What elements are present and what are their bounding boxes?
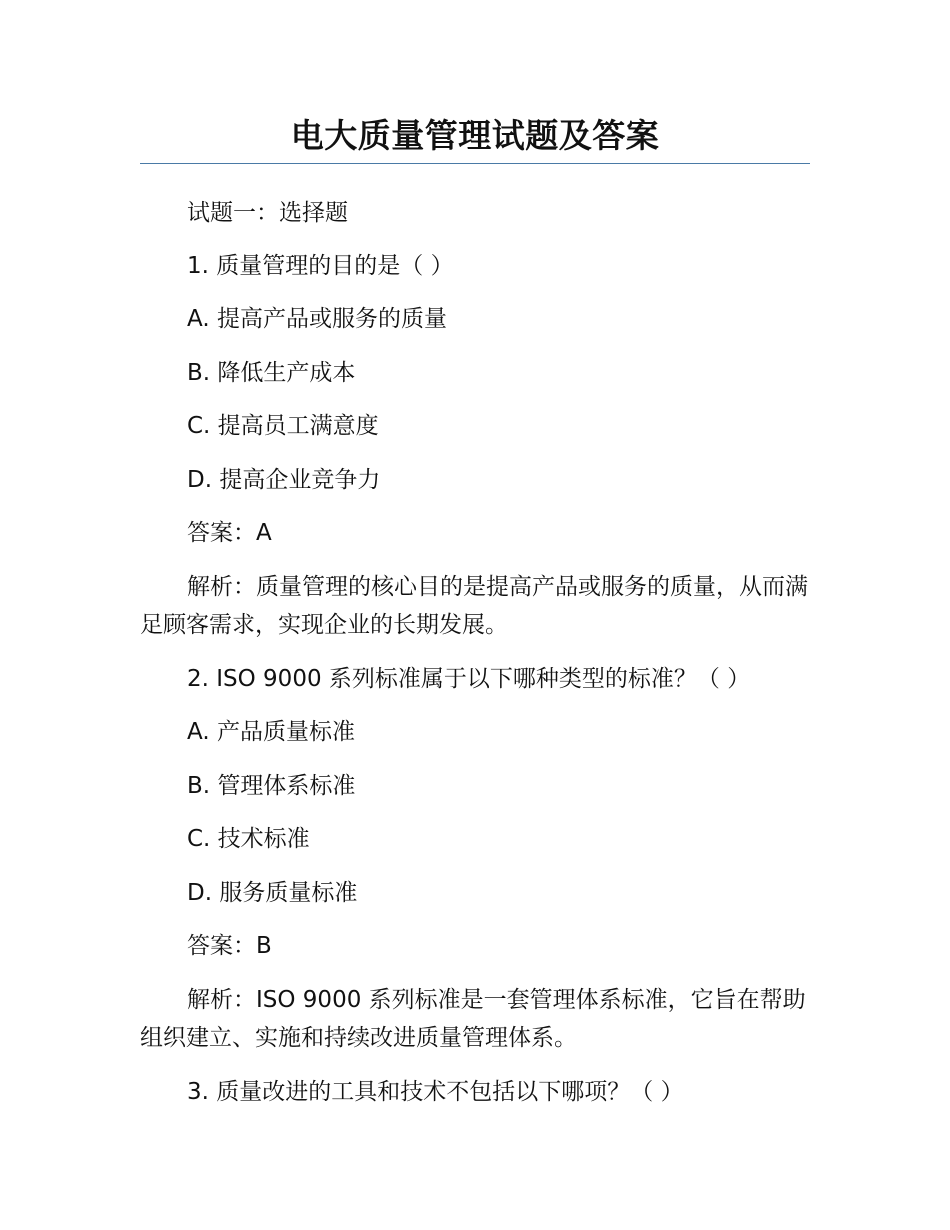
q2-explanation: 解析：ISO 9000 系列标准是一套管理体系标准，它旨在帮助组织建立、实施和持续改进质量管理体系。: [140, 987, 806, 1051]
q2-answer: 答案：B: [187, 933, 272, 959]
title-divider: [140, 163, 810, 164]
q2-option-d: D. 服务质量标准: [187, 880, 358, 906]
q1-option-d: D. 提高企业竞争力: [187, 467, 381, 493]
document-title: 电大质量管理试题及答案: [290, 116, 660, 155]
q1-answer: 答案：A: [187, 520, 272, 546]
q1-option-c: C. 提高员工满意度: [187, 413, 379, 439]
q1-explanation: 解析：质量管理的核心目的是提高产品或服务的质量，从而满足顾客需求，实现企业的长期发展。: [140, 574, 808, 638]
q1-option-a: A. 提高产品或服务的质量: [187, 306, 447, 332]
question-3: 3. 质量改进的工具和技术不包括以下哪项？（ ）: [187, 1079, 684, 1105]
q2-option-a: A. 产品质量标准: [187, 719, 355, 745]
section-heading: 试题一：选择题: [187, 200, 348, 226]
question-1: 1. 质量管理的目的是（ ）: [187, 253, 454, 279]
q2-option-b: B. 管理体系标准: [187, 773, 356, 799]
q1-option-b: B. 降低生产成本: [187, 360, 356, 386]
q2-option-c: C. 技术标准: [187, 826, 310, 852]
question-2: 2. ISO 9000 系列标准属于以下哪种类型的标准？（ ）: [187, 666, 751, 692]
